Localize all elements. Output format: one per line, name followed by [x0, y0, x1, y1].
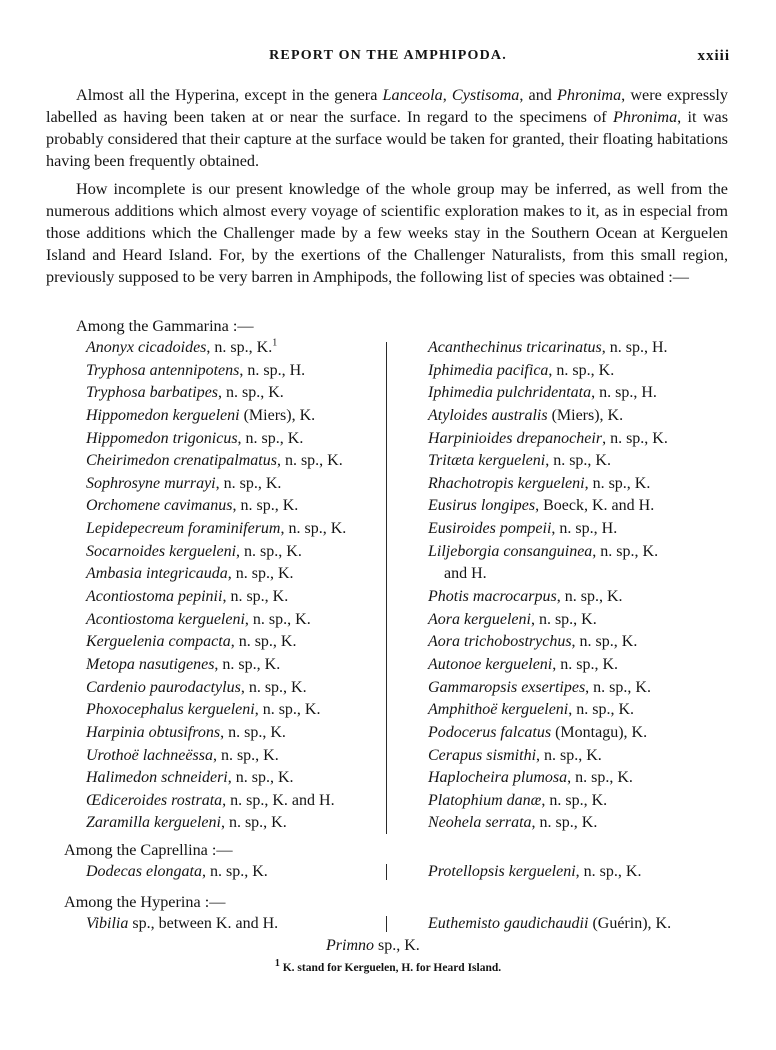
species-name: Amphithoë kergueleni — [428, 701, 569, 719]
species-authority: , n. sp., K. — [237, 429, 304, 447]
species-entry — [86, 722, 346, 745]
species-name: Autonoe kergueleni — [428, 655, 553, 673]
species-entry — [86, 677, 346, 700]
footnote-reference: 1 — [272, 337, 278, 349]
species-entry — [428, 473, 668, 496]
species-name: Hippomedon trigonicus — [86, 429, 238, 447]
species-name: Acanthechinus tricarinatus — [428, 339, 602, 356]
species-entry — [428, 767, 668, 790]
species-name: Œdiceroides rostrata — [86, 791, 223, 809]
species-name: Urothoë lachneëssa — [86, 746, 213, 764]
species-authority: , n. sp., K. — [568, 701, 635, 719]
species-name: Tryphosa antennipotens — [86, 361, 240, 379]
species-entry — [86, 631, 346, 654]
species-authority: , n. sp., K. — [571, 633, 638, 651]
species-name: Sophrosyne murrayi — [86, 474, 216, 492]
species-authority: , n. sp., K. — [536, 746, 602, 764]
species-name: Vibilia — [86, 915, 129, 932]
column-divider — [386, 864, 387, 880]
species-authority: and H. — [444, 565, 487, 583]
species-entry — [86, 609, 346, 632]
species-authority: , n. sp., K. — [552, 655, 619, 673]
species-name: Phoxocephalus kergueleni — [86, 701, 255, 719]
species-entry — [428, 337, 668, 360]
species-name: Euthemisto gaudichaudii — [428, 915, 589, 932]
species-authority: , n. sp., K. — [227, 769, 294, 787]
text-run: , it was probably considered that their capture at the surface would be taken for granted, their floating habitations having been frequently obtained. — [46, 108, 729, 170]
species-name: Anonyx cicadoides — [86, 339, 207, 356]
species-authority: , n. sp., K. — [220, 723, 286, 741]
species-name: Eusirus longipes — [428, 497, 536, 515]
species-authority: , n. sp., K. — [585, 678, 651, 696]
caprellina-species-left — [86, 861, 268, 883]
species-entry — [428, 699, 668, 722]
species-authority: , n. sp., K. — [584, 474, 651, 492]
species-authority: , n. sp., K. — [220, 814, 287, 832]
species-name: Liljeborgia consanguinea — [428, 542, 593, 560]
paragraph-hyperina-surface — [46, 84, 728, 172]
species-entry — [428, 405, 668, 428]
species-entry — [86, 518, 346, 541]
species-entry — [428, 745, 668, 768]
species-name: Gammaropsis exsertipes — [428, 678, 586, 696]
species-authority: , n. sp., K. — [236, 542, 302, 560]
footnote-text: K. stand for Kerguelen, H. for Heard Island. — [279, 962, 502, 974]
species-name: Hippomedon kergueleni — [86, 406, 240, 424]
caprellina-species-right — [428, 861, 641, 883]
species-name: Photis macrocarpus — [428, 588, 557, 606]
species-entry — [428, 790, 668, 813]
species-authority: , n. sp., K. — [240, 678, 307, 696]
species-authority: , n. sp., K. — [201, 863, 268, 880]
gammarina-right-column — [428, 337, 668, 835]
species-authority: (Guérin), K. — [588, 915, 672, 932]
species-entry — [86, 699, 346, 722]
species-name: Cardenio paurodactylus — [86, 678, 241, 696]
species-name: Cheirimedon crenatipalmatus — [86, 452, 277, 470]
gammarina-left-column — [86, 337, 346, 835]
species-authority: , n. sp., H. — [591, 384, 657, 402]
footnote — [0, 958, 776, 974]
species-authority: , n. sp., K. — [215, 474, 282, 492]
species-authority: , n. sp., K. — [575, 863, 642, 880]
species-entry — [86, 654, 346, 677]
column-divider — [386, 916, 387, 932]
species-name: Aora trichobostrychus — [428, 633, 572, 651]
species-authority: , n. sp., K. — [244, 610, 311, 628]
species-entry — [428, 722, 668, 745]
species-name: Halimedon schneideri — [86, 769, 228, 787]
species-entry — [86, 541, 346, 564]
species-authority: , n. sp., K. — [214, 655, 281, 673]
species-entry — [428, 563, 668, 586]
hyperina-species-right — [428, 913, 671, 935]
species-name: Zaramilla kergueleni — [86, 814, 221, 832]
species-authority: , n. sp., K. — [227, 565, 294, 583]
species-authority: , n. sp., K. — [541, 791, 608, 809]
species-authority: , n. sp., K. — [548, 361, 615, 379]
species-entry — [86, 405, 346, 428]
species-name: Harpinioides drepanocheir — [428, 429, 603, 447]
species-entry — [428, 382, 668, 405]
species-authority: , n. sp., H. — [551, 520, 618, 538]
gammarina-heading: Among the Gammarina :— — [76, 317, 254, 335]
species-entry — [428, 812, 668, 835]
species-name: Aora kergueleni — [428, 610, 531, 628]
species-name: Iphimedia pacifica — [428, 361, 549, 379]
species-name: Eusiroides pompeii — [428, 520, 552, 538]
species-authority: , n. sp., H. — [239, 361, 306, 379]
species-entry — [86, 360, 346, 383]
species-entry — [86, 812, 346, 835]
species-entry — [428, 495, 668, 518]
species-name: Atyloides australis — [428, 406, 548, 424]
species-name: Cerapus sismithi — [428, 746, 537, 764]
species-entry — [86, 767, 346, 790]
species-authority: , n. sp., K. — [530, 610, 597, 628]
species-authority: , n. sp., K. — [545, 452, 611, 470]
species-name: Orchomene cavimanus — [86, 497, 233, 515]
species-authority: , n. sp., K. — [206, 339, 273, 356]
footnote-mark: 1 — [274, 958, 280, 970]
species-authority: , n. sp., K. — [212, 746, 279, 764]
species-authority: , n. sp., K. — [602, 429, 668, 447]
genus-name: Phronima — [557, 86, 622, 104]
species-name: Iphimedia pulchridentata — [428, 384, 592, 402]
species-name: Rhachotropis kergueleni — [428, 474, 585, 492]
species-entry — [86, 337, 346, 360]
species-authority: , n. sp., K. — [531, 814, 598, 832]
species-name: Haplocheira plumosa — [428, 769, 568, 787]
species-entry — [86, 450, 346, 473]
species-name: Neohela serrata — [428, 814, 532, 832]
running-header — [0, 48, 776, 70]
species-authority: (Miers), K. — [239, 406, 316, 424]
species-authority: , n. sp., K. and H. — [222, 791, 335, 809]
species-entry — [86, 428, 346, 451]
species-authority: (Miers), K. — [547, 406, 624, 424]
genus-name: Cystisoma — [451, 86, 520, 104]
column-divider — [386, 342, 387, 834]
text-run: , — [442, 86, 452, 104]
species-name: Platophium danæ — [428, 791, 542, 809]
species-name: Primno — [326, 937, 374, 954]
species-name: Socarnoides kergueleni — [86, 542, 237, 560]
species-authority: , n. sp., K. — [567, 769, 633, 787]
caprellina-heading: Among the Caprellina :— — [64, 841, 233, 859]
species-authority: , n. sp., K. — [222, 588, 289, 606]
page-title: REPORT ON THE AMPHIPODA. — [269, 48, 507, 63]
species-name: Tryphosa barbatipes — [86, 384, 219, 402]
species-name: Harpinia obtusifrons — [86, 723, 221, 741]
species-name: Dodecas elongata — [86, 863, 202, 880]
species-entry — [86, 745, 346, 768]
species-entry — [428, 360, 668, 383]
species-authority: , n. sp., H. — [601, 339, 668, 356]
species-entry — [86, 495, 346, 518]
species-entry — [428, 541, 668, 564]
species-authority: , n. sp., K. — [592, 542, 659, 560]
species-authority: (Montagu), K. — [551, 723, 648, 741]
paragraph-challenger-additions: How incomplete is our present knowledge of the whole group may be inferred, as well from the numerous additions which almost every voyage of scientific exploration makes to it, as in especial from those additions which the Challenger made by a few weeks stay in the Southern Ocean at Kerguelen Island and Heard Island. For, by the exertions of the Challenger Naturalists, from this small region, previously supposed to be very barren in Amphipods, the following list of species was obtained :— — [46, 180, 728, 286]
species-name: Tritæta kergueleni — [428, 452, 546, 470]
genus-name: Lanceola — [382, 86, 443, 104]
species-entry — [86, 790, 346, 813]
species-name: Protellopsis kergueleni — [428, 863, 576, 880]
text-run: , and — [519, 86, 558, 104]
species-name: Kerguelenia compacta — [86, 633, 231, 651]
species-authority: , n. sp., K. — [556, 588, 623, 606]
species-name: Podocerus falcatus — [428, 723, 552, 741]
species-entry — [428, 609, 668, 632]
page-number: xxiii — [697, 48, 730, 64]
genus-name: Phronima — [613, 108, 678, 126]
species-entry — [86, 473, 346, 496]
species-entry — [428, 586, 668, 609]
species-authority: sp., between K. and H. — [128, 915, 279, 932]
species-authority: , n. sp., K. — [218, 384, 284, 402]
species-authority: , n. sp., K. — [232, 497, 299, 515]
species-entry — [86, 382, 346, 405]
species-authority: , n. sp., K. — [276, 452, 343, 470]
hyperina-species-left — [86, 913, 278, 935]
species-name: Metopa nasutigenes — [86, 655, 215, 673]
species-entry — [428, 450, 668, 473]
text-run: , were expressly labelled as having been taken at or near the surface. In regard to the specimens of — [46, 86, 729, 126]
species-entry — [86, 563, 346, 586]
hyperina-heading: Among the Hyperina :— — [64, 893, 226, 911]
species-authority: , Boeck, K. and H. — [535, 497, 655, 515]
species-entry — [428, 428, 668, 451]
species-name: Acontiostoma pepinii — [86, 588, 223, 606]
species-entry — [86, 586, 346, 609]
text-run: Almost all the Hyperina, except in the genera — [76, 86, 383, 104]
species-authority: , n. sp., K. — [254, 701, 321, 719]
hyperina-species-center — [326, 935, 420, 957]
species-name: Ambasia integricauda — [86, 565, 228, 583]
species-name: Lepidepecreum foraminiferum — [86, 520, 281, 538]
species-entry — [428, 631, 668, 654]
species-authority: sp., K. — [374, 937, 420, 954]
species-entry — [428, 518, 668, 541]
species-name: Acontiostoma kergueleni — [86, 610, 245, 628]
species-entry — [428, 677, 668, 700]
species-authority: , n. sp., K. — [280, 520, 347, 538]
species-authority: , n. sp., K. — [230, 633, 297, 651]
species-entry — [428, 654, 668, 677]
